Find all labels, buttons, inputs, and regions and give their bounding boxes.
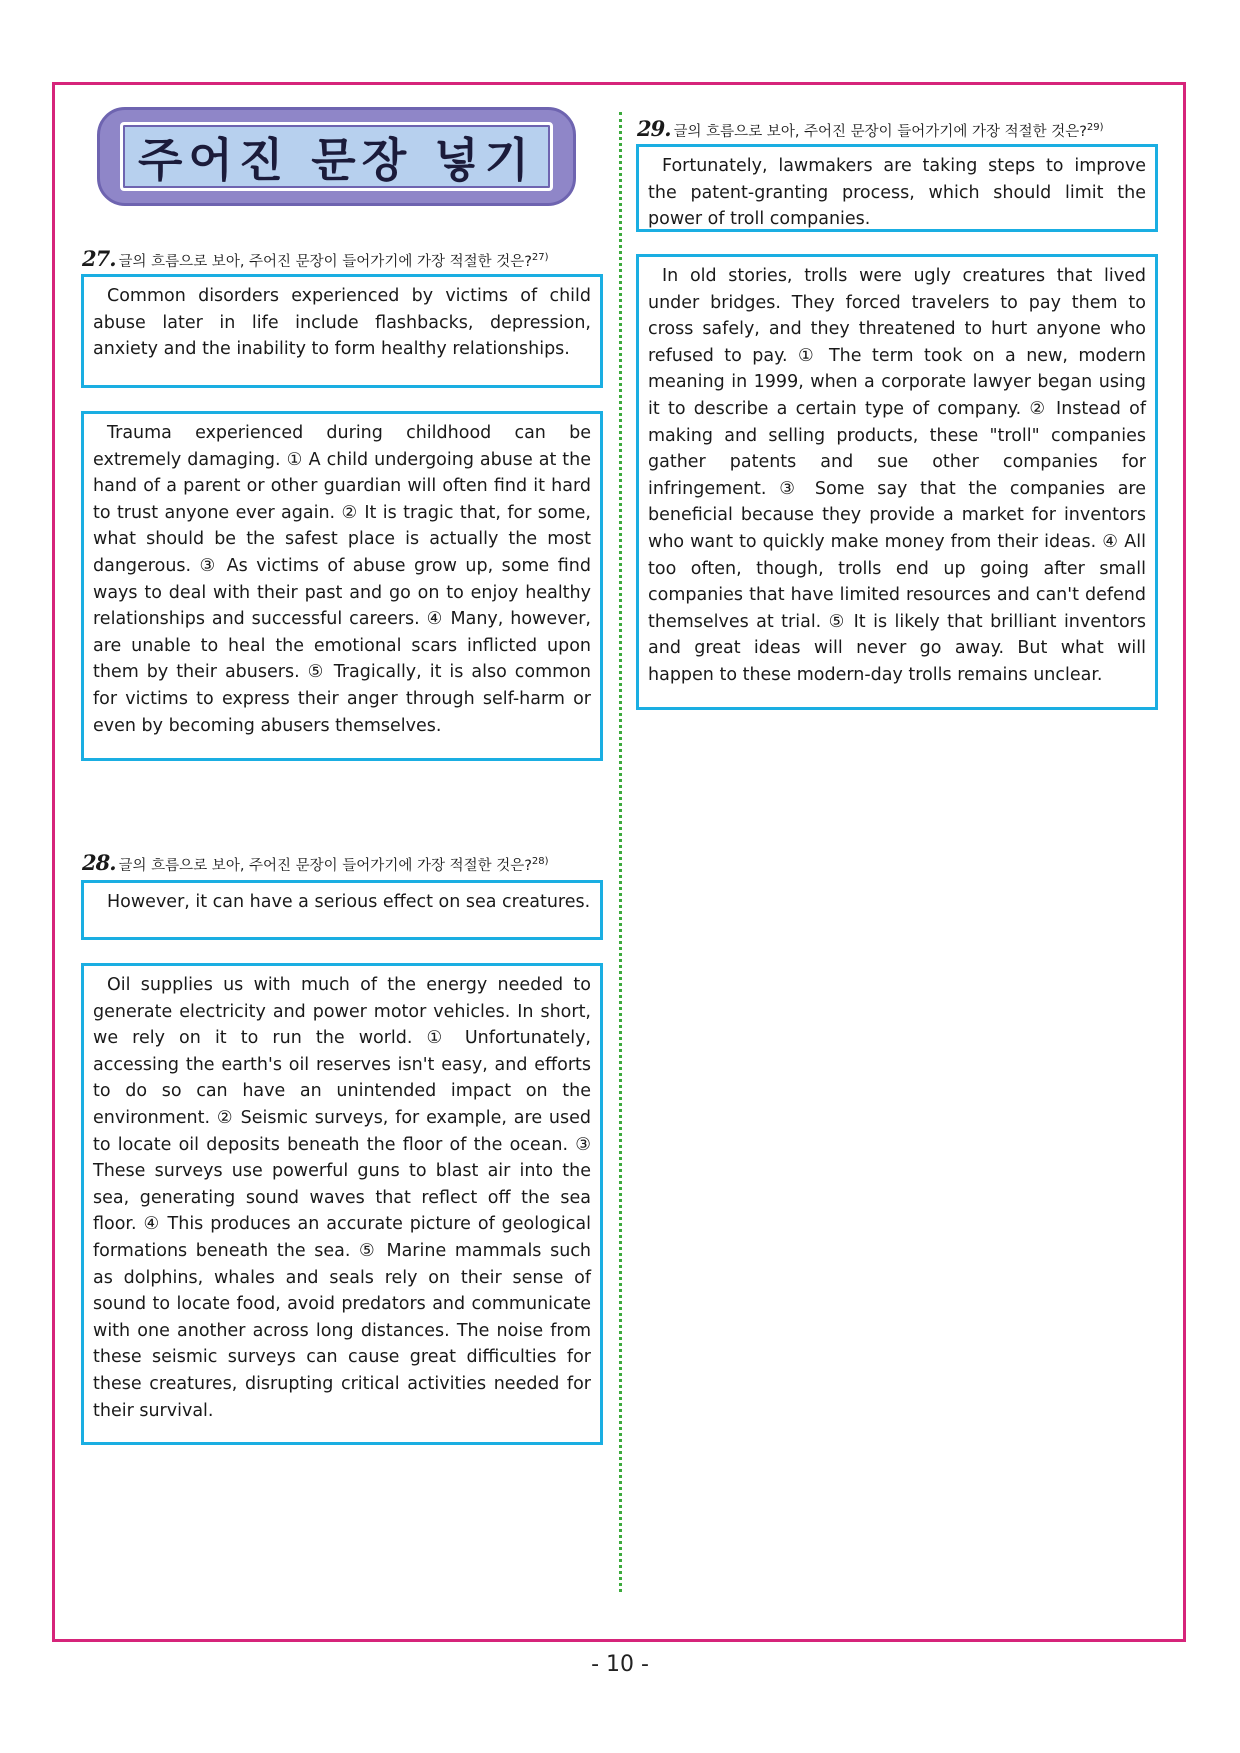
question-27-header <box>82 246 549 271</box>
question-number: 28. <box>82 850 116 875</box>
section-title-plate <box>97 107 576 206</box>
question-prompt: 글의 흐름으로 보아, 주어진 문장이 들어가기에 가장 적절한 것은? <box>118 858 532 874</box>
question-ref: 27) <box>531 252 549 264</box>
question-28-header <box>82 850 549 875</box>
passage-28: Oil supplies us with much of the energy needed to generate electricity and power motor vehicles. In short, we rely on it to run the world. ① Unfortunately, accessing the earth's oil reserves isn't easy, and efforts to do so can have an unintended impact on the environment. ② Seismic surveys, for example, are used to locate oil deposits beneath the floor of the ocean. ③ These surveys use powerful guns to blast air into the sea, generating sound waves that reflect off the sea floor. ④ This produces an accurate picture of geological formations beneath the sea. ⑤ Marine mammals such as dolphins, whales and seals rely on their sense of sound to locate food, avoid predators and communicate with one another across long distances. The noise from these seismic surveys can cause great difficulties for these creatures, disrupting critical activities needed for their survival. <box>81 963 603 1445</box>
passage-27: Trauma experienced during childhood can be extremely damaging. ① A child undergoing abuse at the hand of a parent or other guardian will often find it hard to trust anyone ever again. ② It is tragic that, for some, what should be the safest place is actually the most dangerous. ③ As victims of abuse grow up, some find ways to deal with their past and go on to enjoy healthy relationships and successful careers. ④ Many, however, are unable to heal the emotional scars inflicted upon them by their abusers. ⑤ Tragically, it is also common for victims to express their anger through self-harm or even by becoming abusers themselves. <box>81 411 603 761</box>
passage-29: In old stories, trolls were ugly creatures that lived under bridges. They forced travelers to pay them to cross safely, and they threatened to hurt anyone who refused to pay. ① The term took on a new, modern meaning in 1999, when a corporate lawyer began using it to describe a certain type of company. ② Instead of making and selling products, these "troll" companies gather patents and sue other companies for infringement. ③ Some say that the companies are beneficial because they provide a market for inventors who want to quickly make money from their ideas. ④ All too often, though, trolls end up going after small companies that have limited resources and can't defend themselves at trial. ⑤ It is likely that brilliant inventors and great ideas will never go away. But what will happen to these modern-day trolls remains unclear. <box>636 254 1158 710</box>
question-number: 29. <box>637 116 671 141</box>
given-sentence-29: Fortunately, lawmakers are taking steps to improve the patent-granting process, which should limit the power of troll companies. <box>636 144 1158 232</box>
section-title: 주어진 문장 넣기 <box>137 132 536 187</box>
question-number: 27. <box>82 246 116 271</box>
question-prompt: 글의 흐름으로 보아, 주어진 문장이 들어가기에 가장 적절한 것은? <box>673 124 1087 140</box>
question-prompt: 글의 흐름으로 보아, 주어진 문장이 들어가기에 가장 적절한 것은? <box>118 254 532 270</box>
question-29-header <box>637 116 1104 141</box>
question-ref: 29) <box>1086 122 1104 134</box>
section-title-inner <box>120 122 553 191</box>
column-divider <box>619 112 622 1592</box>
page-number: - 10 - <box>591 1652 649 1677</box>
question-ref: 28) <box>531 856 549 868</box>
given-sentence-28: However, it can have a serious effect on sea creatures. <box>81 880 603 940</box>
given-sentence-27: Common disorders experienced by victims of child abuse later in life include flashbacks, depression, anxiety and the inability to form healthy relationships. <box>81 274 603 388</box>
